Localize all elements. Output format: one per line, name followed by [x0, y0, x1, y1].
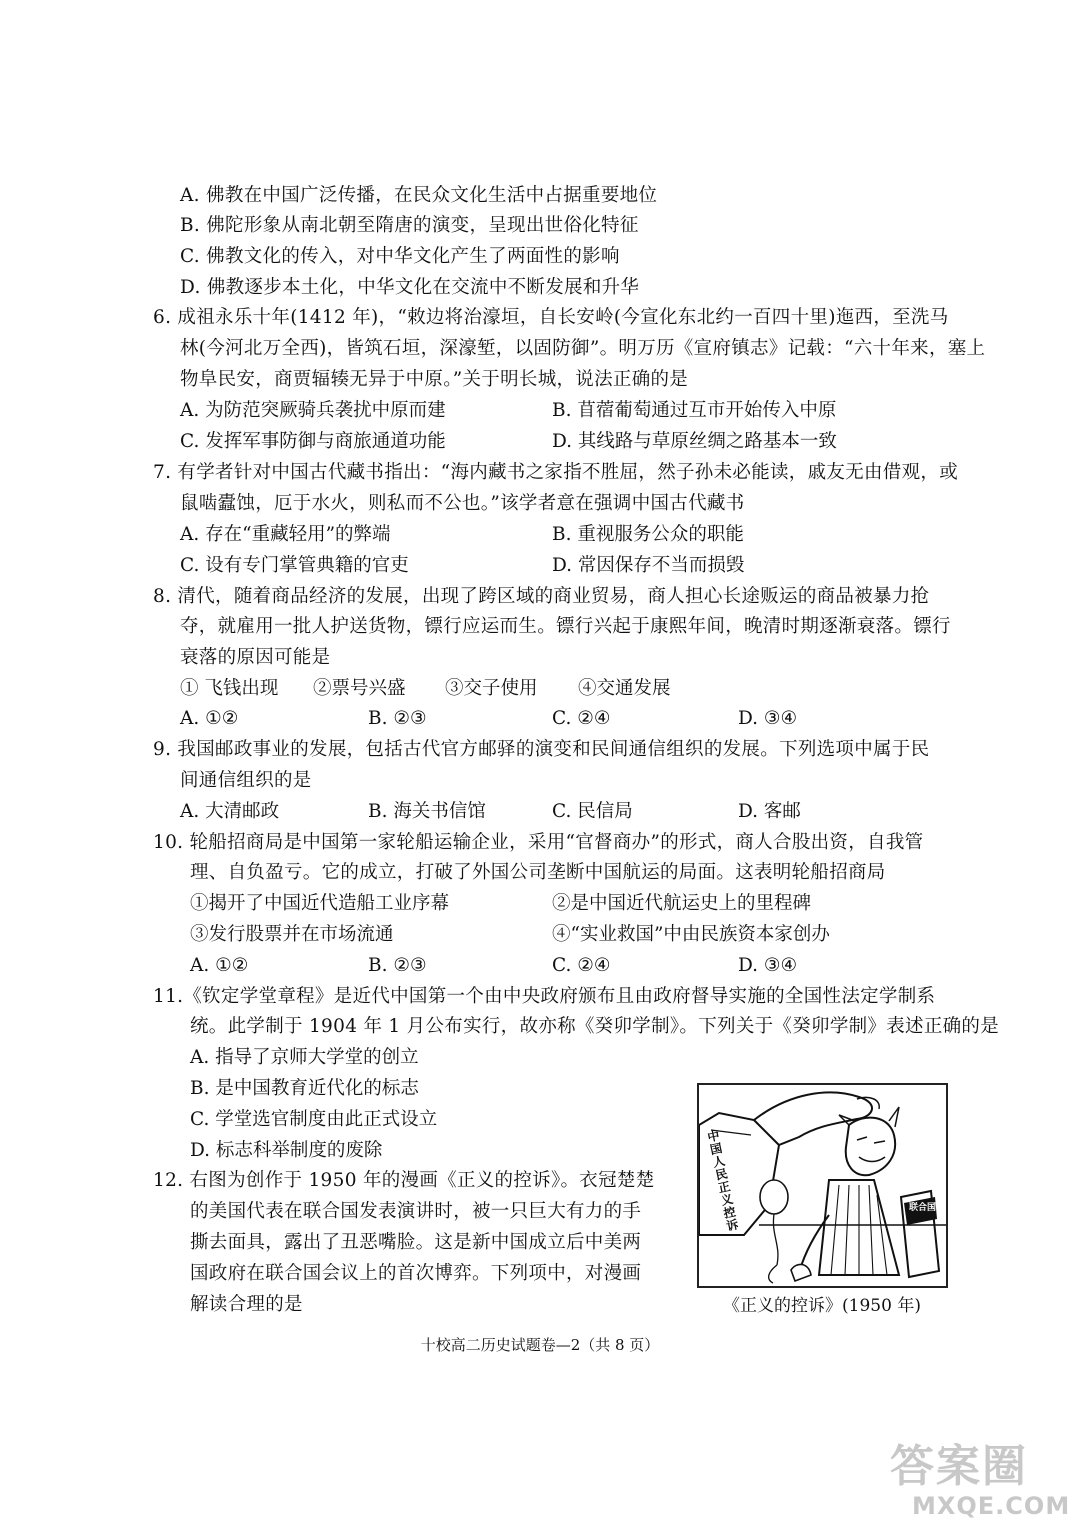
- q5-option-c: C. 佛教文化的传入，对中华文化产生了两面性的影响: [180, 246, 620, 267]
- q8-option-b: B. ②③: [368, 708, 427, 729]
- q10-item-2: ②是中国近代航运史上的里程碑: [552, 893, 812, 914]
- q9-option-a: A. 大清邮政: [180, 801, 280, 822]
- q5-option-a: A. 佛教在中国广泛传播，在民众文化生活中占据重要地位: [180, 185, 658, 206]
- q11-stem-line-1: 11.《钦定学堂章程》是近代中国第一个由中央政府颁布且由政府督导实施的全国性法定学制系: [153, 986, 936, 1007]
- q11-option-a: A. 指导了京师大学堂的创立: [190, 1047, 419, 1068]
- q10-stem-line-1: 10. 轮船招商局是中国第一家轮船运输企业，采用“官督商办”的形式，商人合股出资，自我管: [153, 832, 924, 853]
- q11-option-d: D. 标志科举制度的废除: [190, 1140, 383, 1161]
- q12-stem-line-3: 撕去面具，露出了丑恶嘴脸。这是新中国成立后中美两: [190, 1232, 642, 1253]
- q8-option-c: C. ②④: [552, 708, 611, 729]
- q8-item-1: ① 飞钱出现: [180, 678, 279, 699]
- watermark-url: MXQE.COM: [912, 1492, 1071, 1520]
- q8-item-2: ②票号兴盛: [313, 678, 406, 699]
- q10-stem-line-2: 理、自负盈亏。它的成立，打破了外国公司垄断中国航运的局面。这表明轮船招商局: [190, 862, 886, 883]
- q7-stem-line-1: 7. 有学者针对中国古代藏书指出：“海内藏书之家指不胜屈，然子孙未必能读，戚友无由借观，或: [153, 462, 958, 483]
- q9-stem-line-1: 9. 我国邮政事业的发展，包括古代官方邮驿的演变和民间通信组织的发展。下列选项中属于民: [153, 739, 930, 760]
- q11-option-b: B. 是中国教育近代化的标志: [190, 1078, 419, 1099]
- q10-item-3: ③发行股票并在市场流通: [190, 924, 394, 945]
- figure-caption: 《正义的控诉》(1950 年): [723, 1296, 921, 1316]
- q10-item-4: ④“实业救国”中由民族资本家创办: [552, 924, 830, 945]
- q9-option-b: B. 海关书信馆: [368, 801, 486, 822]
- q6-option-d: D. 其线路与草原丝绸之路基本一致: [552, 431, 837, 452]
- cartoon-drawing: [699, 1085, 946, 1286]
- q10-option-c: C. ②④: [552, 955, 611, 976]
- q9-option-c: C. 民信局: [552, 801, 633, 822]
- q6-stem-line-3: 物阜民安，商贾辐辏无异于中原。”关于明长城，说法正确的是: [180, 369, 689, 390]
- watermark-text: 答案圈: [890, 1441, 1028, 1492]
- q10-option-b: B. ②③: [368, 955, 427, 976]
- q9-option-d: D. 客邮: [738, 801, 801, 822]
- q12-stem-line-4: 国政府在联合国会议上的首次博弈。下列项中，对漫画: [190, 1263, 642, 1284]
- q8-option-d: D. ③④: [738, 708, 798, 729]
- q12-stem-line-2: 的美国代表在联合国发表演讲时，被一只巨大有力的手: [190, 1201, 642, 1222]
- q5-option-b: B. 佛陀形象从南北朝至隋唐的演变，呈现出世俗化特征: [180, 215, 639, 236]
- q10-option-a: A. ①②: [190, 955, 249, 976]
- q7-option-d: D. 常因保存不当而损毁: [552, 555, 745, 576]
- cartoon-figure: [697, 1083, 948, 1288]
- q10-item-1: ①揭开了中国近代造船工业序幕: [190, 893, 450, 914]
- q7-option-a: A. 存在“重藏轻用”的弊端: [180, 524, 391, 545]
- q7-option-c: C. 设有专门掌管典籍的官吏: [180, 555, 409, 576]
- q12-stem-line-5: 解读合理的是: [190, 1294, 303, 1315]
- q6-stem-line-1: 6. 成祖永乐十年(1412 年)，“敕边将治濠垣，自长安岭(今宣化东北约一百四十里)迤西，至洗马: [153, 307, 949, 328]
- q8-stem-line-1: 8. 清代，随着商品经济的发展，出现了跨区域的商业贸易，商人担心长途贩运的商品被暴力抢: [153, 586, 930, 607]
- q8-stem-line-3: 衰落的原因可能是: [180, 647, 331, 668]
- q11-stem-line-2: 统。此学制于 1904 年 1 月公布实行，故亦称《癸卯学制》。下列关于《癸卯学制》表述正确的是: [190, 1016, 1000, 1037]
- q7-stem-line-2: 鼠啮蠹蚀，厄于水火，则私而不公也。”该学者意在强调中国古代藏书: [180, 493, 745, 514]
- q5-option-d: D. 佛教逐步本土化，中华文化在交流中不断发展和升华: [180, 277, 640, 298]
- q9-stem-line-2: 间通信组织的是: [180, 770, 312, 791]
- q6-option-c: C. 发挥军事防御与商旅通道功能: [180, 431, 446, 452]
- q8-option-a: A. ①②: [180, 708, 239, 729]
- q8-item-4: ④交通发展: [578, 678, 671, 699]
- q11-option-c: C. 学堂选官制度由此正式设立: [190, 1109, 438, 1130]
- q6-option-b: B. 苜蓿葡萄通过互市开始传入中原: [552, 400, 837, 421]
- q12-stem-line-1: 12. 右图为创作于 1950 年的漫画《正义的控诉》。衣冠楚楚: [153, 1170, 655, 1191]
- q6-option-a: A. 为防范突厥骑兵袭扰中原而建: [180, 400, 446, 421]
- q6-stem-line-2: 林(今河北万全西)，皆筑石垣，深濠堑，以固防御”。明万历《宣府镇志》记载：“六十年来，塞上: [180, 338, 986, 359]
- q8-item-3: ③交子使用: [445, 678, 538, 699]
- page-footer: 十校高二历史试题卷—2（共 8 页）: [420, 1336, 660, 1354]
- q8-stem-line-2: 夺，就雇用一批人护送货物，镖行应运而生。镖行兴起于康熙年间，晚清时期逐渐衰落。镖行: [180, 616, 951, 637]
- q10-option-d: D. ③④: [738, 955, 798, 976]
- watermark-logo: [890, 1430, 1080, 1527]
- sleeve-label: 中国人民正义控诉: [706, 1128, 740, 1234]
- q7-option-b: B. 重视服务公众的职能: [552, 524, 744, 545]
- folder-label: 联合国: [909, 1203, 937, 1213]
